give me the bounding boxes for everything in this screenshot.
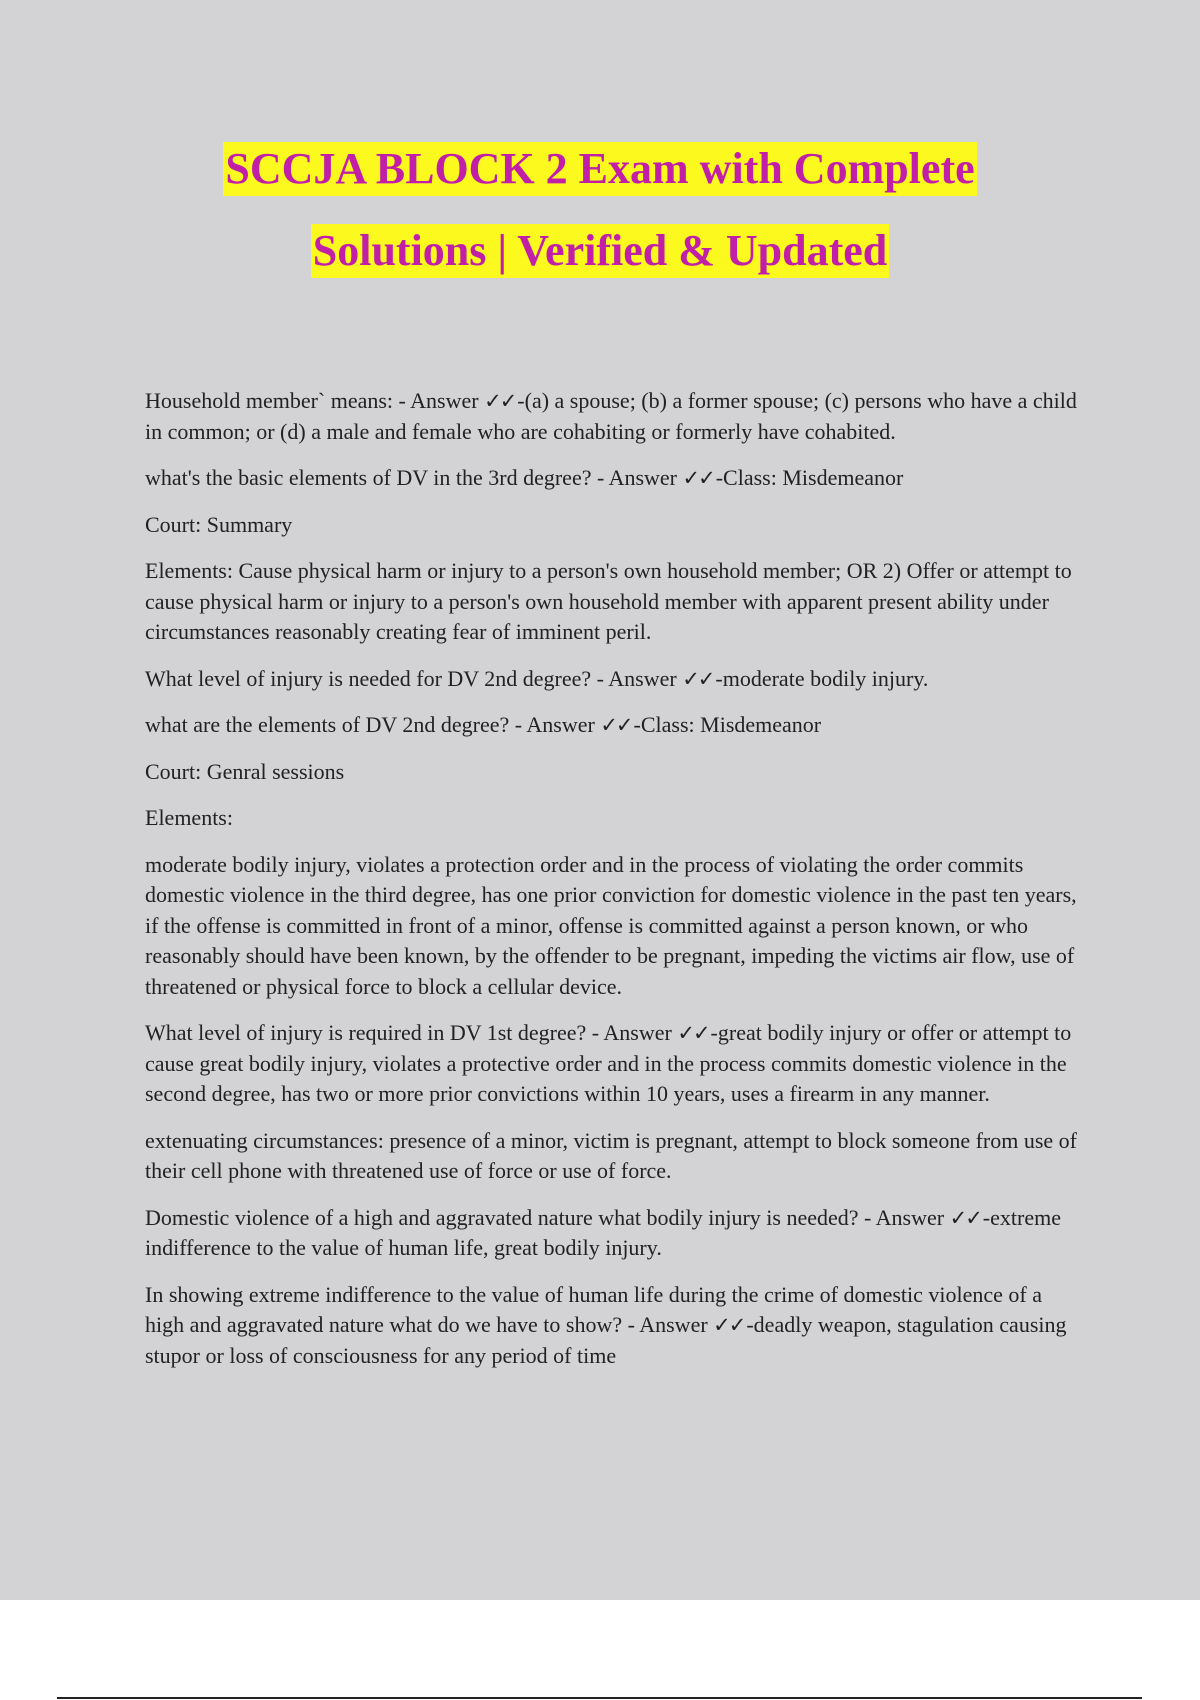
double-check-icon: ✓✓ (682, 666, 714, 691)
double-check-icon: ✓✓ (484, 389, 516, 413)
paragraph-court-general-sessions: Court: Genral sessions (145, 758, 345, 784)
paragraph-injury-1st-degree (145, 1018, 1085, 1110)
question-text: What level of injury is needed for DV 2nd degree? - Answer (145, 665, 683, 691)
paragraph-injury-2nd-degree (145, 664, 1085, 695)
answer-text: -(a) a spouse; (b) a former spouse; (c) persons who have a child in common; or (d) a male and female who are cohabiting or formerly have cohabited. (145, 388, 1077, 444)
paragraph-elements-2nd-question (145, 710, 1085, 741)
question-text: What level of injury is required in DV 1st degree? - Answer (145, 1020, 678, 1045)
double-check-icon: ✓✓ (600, 713, 632, 737)
question-text: Domestic violence of a high and aggravated nature what bodily injury is needed? - Answer (145, 1204, 950, 1230)
double-check-icon: ✓✓ (713, 1313, 745, 1337)
paragraph-household-member (145, 386, 1085, 447)
page-bottom-divider (57, 1697, 1142, 1699)
double-check-icon: ✓✓ (682, 466, 714, 490)
paragraph-elements-2nd-list: moderate bodily injury, violates a protection order and in the process of violating the order commits domestic violence in the third degree, has one prior conviction for domestic violence in the past ten years, if the offense is committed in front of a minor, offense is committed against a person known, or who reasonably should have been known, by the offender to be pregnant, impeding the victims air flow, use of threatened or physical force to block a cellular device. (145, 851, 1077, 999)
paragraph-elements-3rd: Elements: Cause physical harm or injury to a person's own household member; OR 2) Offer or attempt to cause physical harm or injury to a person's own household member with apparent present ability under circumstances reasonably creating fear of imminent peril. (145, 558, 1072, 644)
double-check-icon: ✓✓ (677, 1021, 709, 1045)
paragraph-high-aggravated-injury (145, 1203, 1085, 1264)
answer-text: -moderate bodily injury. (715, 665, 929, 691)
paragraph-extreme-indifference (145, 1280, 1085, 1372)
document-title (0, 142, 1200, 306)
title-line-1: SCCJA BLOCK 2 Exam with Complete (223, 142, 976, 196)
answer-text: -Class: Misdemeanor (715, 465, 904, 490)
paragraph-extenuating-circumstances: extenuating circumstances: presence of a minor, victim is pregnant, attempt to block someone from use of their cell phone with threatened use of force or use of force. (145, 1127, 1078, 1183)
answer-text: -deadly weapon, stagulation causing stupor or loss of consciousness for any period of time (145, 1312, 1067, 1368)
paragraph-court-summary: Court: Summary (145, 511, 293, 537)
question-text: Household member` means: - Answer (145, 388, 485, 413)
question-text: what's the basic elements of DV in the 3rd degree? - Answer (145, 465, 683, 490)
answer-text: -Class: Misdemeanor (633, 712, 822, 737)
document-body (145, 386, 1085, 1387)
paragraph-dv-3rd-degree (145, 463, 1085, 494)
paragraph-elements-label: Elements: (145, 805, 233, 830)
double-check-icon: ✓✓ (949, 1205, 981, 1230)
question-text: what are the elements of DV 2nd degree? - Answer (145, 712, 601, 737)
question-text: In showing extreme indifference to the value of human life during the crime of domestic violence of a high and aggravated nature what do we have to show? - Answer (145, 1281, 1043, 1337)
answer-text: -great bodily injury or offer or attempt to cause great bodily injury, violates a protective order and in the process commits domestic violence in the second degree, has two or more prior convictions within 10 years, uses a firearm in any manner. (145, 1020, 1072, 1106)
answer-text: -extreme indifference to the value of human life, great bodily injury. (145, 1204, 1061, 1260)
title-line-2: Solutions | Verified & Updated (311, 224, 889, 278)
